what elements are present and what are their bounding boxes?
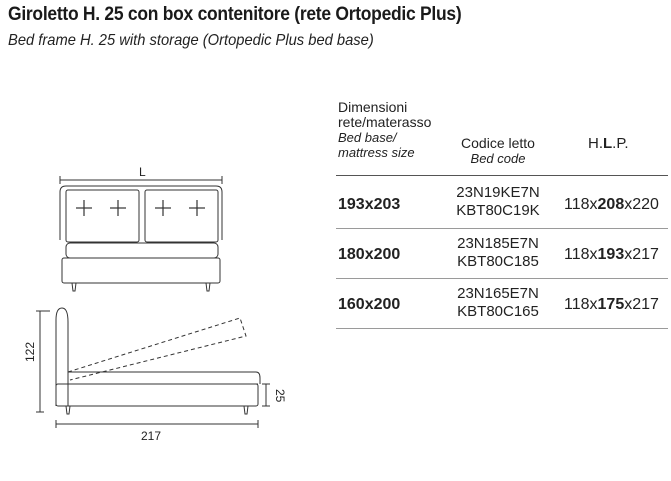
- row-3-hlp: 118x175x217: [564, 296, 659, 313]
- hlp-column-header: H.L.P.: [588, 135, 629, 152]
- height-label: 122: [23, 341, 37, 362]
- code-header-it: Codice letto: [461, 135, 535, 151]
- row-1-hlp: 118x208x220: [564, 196, 659, 213]
- row-2-hlp: 118x193x217: [564, 246, 659, 263]
- row-3-rule: [336, 328, 668, 329]
- row-1-rule: [336, 228, 668, 229]
- row-3-code: 23N165E7N KBT80C165: [457, 285, 539, 320]
- length-label: 217: [141, 429, 162, 443]
- row-1-code: 23N19KE7N KBT80C19K: [456, 184, 540, 219]
- row-2-size: 180x200: [338, 246, 401, 263]
- page-subtitle: Bed frame H. 25 with storage (Ortopedic Plus bed base): [8, 32, 374, 49]
- code-header-en: Bed code: [470, 151, 526, 166]
- code-column-header: [452, 136, 544, 166]
- frame-height-label: 25: [273, 389, 287, 403]
- row-2-rule: [336, 278, 668, 279]
- header-rule: [336, 175, 668, 176]
- size-header-it-line2: rete/materasso: [338, 114, 432, 130]
- page-title: Giroletto H. 25 con box contenitore (rete Ortopedic Plus): [8, 4, 462, 25]
- size-column-header: [338, 100, 448, 160]
- row-2-code: 23N185E7N KBT80C185: [457, 235, 539, 270]
- row-1-size: 193x203: [338, 196, 401, 213]
- front-view: [60, 176, 222, 291]
- row-3-size: 160x200: [338, 296, 401, 313]
- size-header-en-line1: Bed base/: [338, 130, 397, 145]
- size-header-en-line2: mattress size: [338, 145, 415, 160]
- width-label: L: [139, 165, 146, 179]
- side-view: [36, 308, 270, 428]
- size-header-it-line1: Dimensioni: [338, 99, 408, 115]
